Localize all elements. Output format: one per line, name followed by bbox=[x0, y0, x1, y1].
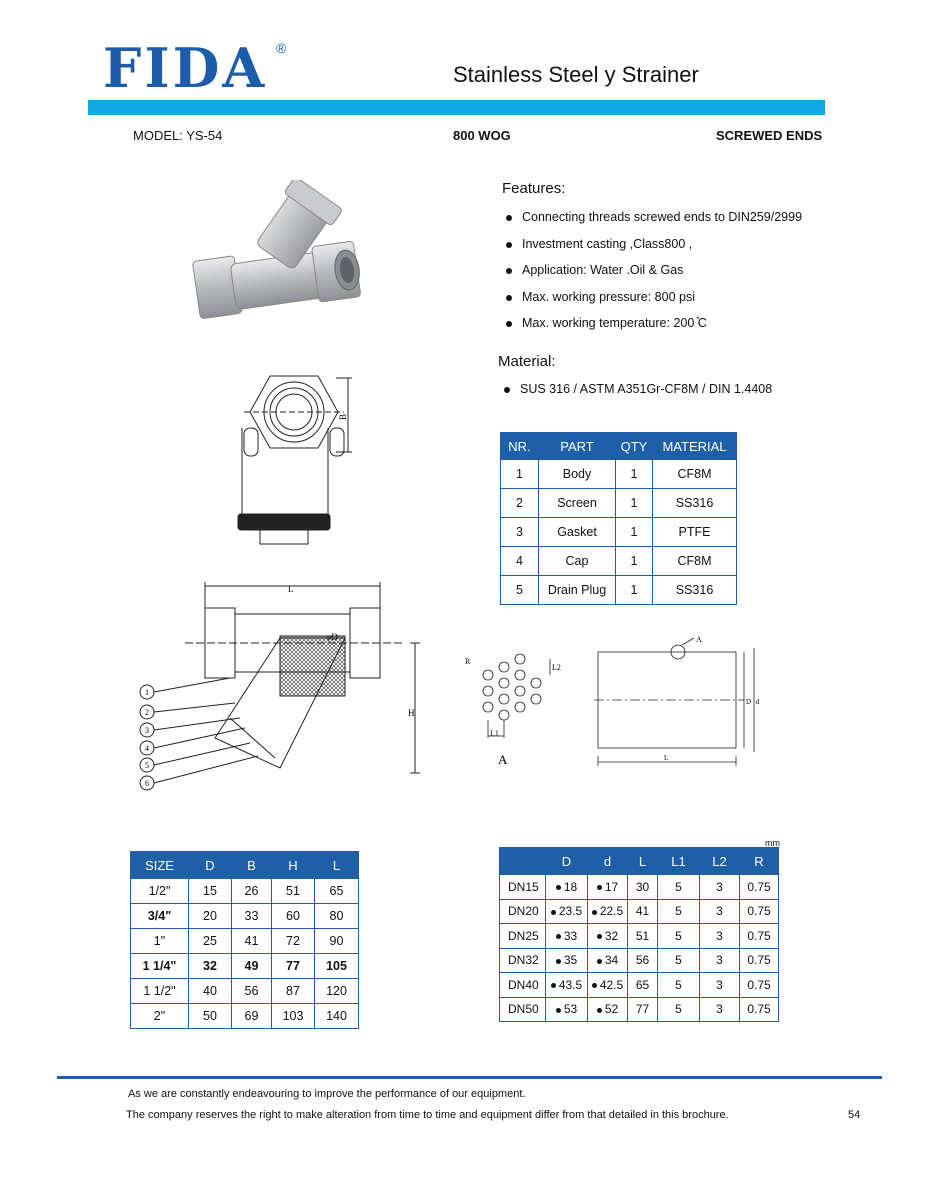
table-cell: 1" bbox=[131, 929, 189, 954]
table-cell: 22.5 bbox=[588, 899, 628, 924]
table-cell: 35 bbox=[546, 948, 588, 973]
table-cell: Drain Plug bbox=[539, 576, 616, 605]
footer-note-line1: As we are constantly endeavouring to improve the performance of our equipment. bbox=[128, 1088, 526, 1100]
table-cell: 17 bbox=[588, 875, 628, 900]
footer-note-line2: The company reserves the right to make alteration from time to time and equipment differ from that detailed in this brochure. bbox=[126, 1109, 729, 1121]
table-cell: DN32 bbox=[500, 948, 546, 973]
table-cell: 3 bbox=[700, 899, 740, 924]
table-cell: 72 bbox=[272, 929, 315, 954]
callout-3: 3 bbox=[145, 726, 149, 735]
table-cell: 3 bbox=[700, 924, 740, 949]
screen-d-small-label: d bbox=[756, 698, 760, 706]
table-cell: 0.75 bbox=[740, 948, 779, 973]
callout-1: 1 bbox=[145, 688, 149, 697]
table-cell: 3 bbox=[700, 875, 740, 900]
material-item: SUS 316 / ASTM A351Gr-CF8M / DIN 1.4408 bbox=[500, 376, 772, 403]
table-cell: 32 bbox=[588, 924, 628, 949]
table-cell: 30 bbox=[628, 875, 658, 900]
table-cell: 77 bbox=[628, 997, 658, 1022]
table-cell: Cap bbox=[539, 547, 616, 576]
table-cell: 4 bbox=[501, 547, 539, 576]
pressure-class-label: 800 WOG bbox=[453, 128, 511, 143]
table-cell: 43.5 bbox=[546, 973, 588, 998]
diameter-dot-icon bbox=[597, 1008, 602, 1013]
table-cell: 69 bbox=[232, 1004, 272, 1029]
table-cell: 40 bbox=[189, 979, 232, 1004]
table-cell: Body bbox=[539, 460, 616, 489]
model-label: MODEL: YS-54 bbox=[133, 128, 223, 143]
diameter-dot-icon bbox=[551, 983, 556, 988]
table-cell: 87 bbox=[272, 979, 315, 1004]
table-row bbox=[131, 929, 359, 954]
col-header-nr: NR. bbox=[501, 433, 539, 460]
table-cell: 56 bbox=[628, 948, 658, 973]
table-row bbox=[131, 904, 359, 929]
dim-l-label: L bbox=[288, 584, 294, 594]
table-cell: 2 bbox=[501, 489, 539, 518]
table-cell: CF8M bbox=[653, 460, 737, 489]
table-cell: 3 bbox=[501, 518, 539, 547]
table-cell: 1 bbox=[616, 460, 653, 489]
table-cell: 105 bbox=[315, 954, 359, 979]
table-cell: 52 bbox=[588, 997, 628, 1022]
col-header-l: L bbox=[628, 848, 658, 875]
table-cell: 65 bbox=[315, 879, 359, 904]
col-header-blank bbox=[500, 848, 546, 875]
page-title: Stainless Steel y Strainer bbox=[453, 62, 699, 87]
col-header-l: L bbox=[315, 852, 359, 879]
table-cell: 77 bbox=[272, 954, 315, 979]
footer-divider bbox=[57, 1076, 882, 1079]
table-cell: 33 bbox=[546, 924, 588, 949]
col-header-b: B bbox=[232, 852, 272, 879]
table-cell: 3 bbox=[700, 997, 740, 1022]
table-cell: 3 bbox=[700, 948, 740, 973]
table-cell: 103 bbox=[272, 1004, 315, 1029]
table-cell: SS316 bbox=[653, 576, 737, 605]
feature-item: Application: Water .Oil & Gas bbox=[502, 257, 832, 284]
registered-mark: ® bbox=[276, 40, 287, 56]
table-cell: 50 bbox=[189, 1004, 232, 1029]
diameter-dot-icon bbox=[556, 1008, 561, 1013]
table-cell: DN50 bbox=[500, 997, 546, 1022]
table-cell: 0.75 bbox=[740, 924, 779, 949]
table-row bbox=[131, 1004, 359, 1029]
table-row bbox=[501, 547, 737, 576]
table-cell: 18 bbox=[546, 875, 588, 900]
table-cell: 20 bbox=[189, 904, 232, 929]
feature-item: Connecting threads screwed ends to DIN259/2999 bbox=[502, 204, 832, 231]
table-cell: 90 bbox=[315, 929, 359, 954]
table-cell: 5 bbox=[658, 899, 700, 924]
table-cell: 65 bbox=[628, 973, 658, 998]
features-heading: Features: bbox=[502, 180, 566, 197]
diameter-dot-icon bbox=[556, 959, 561, 964]
table-cell: 5 bbox=[658, 948, 700, 973]
page-number: 54 bbox=[848, 1109, 861, 1121]
table-cell: 120 bbox=[315, 979, 359, 1004]
table-row bbox=[500, 924, 779, 949]
table-cell: 140 bbox=[315, 1004, 359, 1029]
col-header-qty: QTY bbox=[616, 433, 653, 460]
feature-item: Max. working pressure: 800 psi bbox=[502, 284, 832, 311]
dim-h-label: H bbox=[408, 708, 415, 718]
table-cell: 0.75 bbox=[740, 997, 779, 1022]
table-cell: DN40 bbox=[500, 973, 546, 998]
table-cell: 32 bbox=[189, 954, 232, 979]
l1-label: L1 bbox=[490, 729, 499, 738]
col-header-r: R bbox=[740, 848, 779, 875]
size-table bbox=[130, 851, 359, 1029]
table-cell: 1 bbox=[501, 460, 539, 489]
table-cell: 49 bbox=[232, 954, 272, 979]
table-cell: 53 bbox=[546, 997, 588, 1022]
table-cell: 42.5 bbox=[588, 973, 628, 998]
diameter-dot-icon bbox=[597, 934, 602, 939]
callout-4: 4 bbox=[145, 744, 149, 753]
table-cell: 1 bbox=[616, 576, 653, 605]
col-header-l2: L2 bbox=[700, 848, 740, 875]
table-cell: 41 bbox=[232, 929, 272, 954]
r-label: R bbox=[465, 657, 471, 666]
table-cell: CF8M bbox=[653, 547, 737, 576]
table-cell: 5 bbox=[658, 997, 700, 1022]
col-header-size: SIZE bbox=[131, 852, 189, 879]
screen-d-label: D bbox=[746, 698, 752, 706]
table-cell: 5 bbox=[658, 924, 700, 949]
table-cell: 5 bbox=[658, 973, 700, 998]
table-cell: SS316 bbox=[653, 489, 737, 518]
table-cell: 3 bbox=[700, 973, 740, 998]
feature-item: Max. working temperature: 200 ̊C bbox=[502, 310, 832, 337]
perforation-detail-drawing bbox=[462, 640, 582, 770]
table-cell: 1 bbox=[616, 547, 653, 576]
feature-item: Investment casting ,Class800 , bbox=[502, 231, 832, 258]
table-row bbox=[501, 518, 737, 547]
table-cell: 33 bbox=[232, 904, 272, 929]
diameter-dot-icon bbox=[551, 910, 556, 915]
table-row bbox=[501, 460, 737, 489]
material-heading: Material: bbox=[498, 353, 556, 370]
table-cell: 51 bbox=[628, 924, 658, 949]
table-cell: 1 1/2" bbox=[131, 979, 189, 1004]
table-row bbox=[501, 576, 737, 605]
table-row bbox=[500, 948, 779, 973]
table-cell: 3/4" bbox=[131, 904, 189, 929]
col-header-material: MATERIAL bbox=[653, 433, 737, 460]
l2-label: L2 bbox=[552, 663, 561, 672]
parts-table bbox=[500, 432, 737, 605]
table-cell: 51 bbox=[272, 879, 315, 904]
col-header-part: PART bbox=[539, 433, 616, 460]
features-list bbox=[502, 204, 832, 337]
callout-6: 6 bbox=[145, 779, 149, 788]
table-cell: 0.75 bbox=[740, 899, 779, 924]
table-cell: Gasket bbox=[539, 518, 616, 547]
screen-l-label: L bbox=[664, 754, 669, 762]
header-accent-bar bbox=[88, 100, 825, 115]
table-cell: 1 bbox=[616, 489, 653, 518]
table-row bbox=[500, 875, 779, 900]
table-cell: DN15 bbox=[500, 875, 546, 900]
table-row bbox=[131, 979, 359, 1004]
brand-logo: FIDA bbox=[103, 36, 268, 100]
table-cell: DN20 bbox=[500, 899, 546, 924]
diameter-dot-icon bbox=[592, 983, 597, 988]
cross-section-drawing bbox=[130, 578, 430, 798]
callout-2: 2 bbox=[145, 708, 149, 717]
table-cell: DN25 bbox=[500, 924, 546, 949]
dim-b-label: B bbox=[338, 413, 348, 420]
table-row bbox=[131, 954, 359, 979]
unit-label: mm bbox=[765, 838, 780, 848]
table-cell: 1 bbox=[616, 518, 653, 547]
col-header-d-small: d bbox=[588, 848, 628, 875]
col-header-h: H bbox=[272, 852, 315, 879]
table-row bbox=[500, 899, 779, 924]
screen-dimensions-table bbox=[499, 847, 779, 1022]
top-view-drawing bbox=[230, 368, 360, 558]
table-cell: 80 bbox=[315, 904, 359, 929]
table-cell: 5 bbox=[658, 875, 700, 900]
col-header-l1: L1 bbox=[658, 848, 700, 875]
table-cell: 60 bbox=[272, 904, 315, 929]
table-cell: 0.75 bbox=[740, 973, 779, 998]
diameter-dot-icon bbox=[556, 934, 561, 939]
table-cell: 34 bbox=[588, 948, 628, 973]
product-photo bbox=[185, 180, 365, 340]
table-cell: 25 bbox=[189, 929, 232, 954]
table-cell: 15 bbox=[189, 879, 232, 904]
table-cell: 0.75 bbox=[740, 875, 779, 900]
ends-label: SCREWED ENDS bbox=[716, 128, 823, 143]
col-header-d: D bbox=[189, 852, 232, 879]
table-row bbox=[500, 973, 779, 998]
table-cell: 23.5 bbox=[546, 899, 588, 924]
detail-a-label: A bbox=[498, 752, 508, 767]
table-cell: 1/2" bbox=[131, 879, 189, 904]
diameter-dot-icon bbox=[597, 959, 602, 964]
diameter-dot-icon bbox=[592, 910, 597, 915]
screen-drawing bbox=[594, 630, 774, 770]
table-row bbox=[131, 879, 359, 904]
dim-phid-label: φD bbox=[326, 632, 338, 642]
table-cell: 26 bbox=[232, 879, 272, 904]
table-row bbox=[501, 489, 737, 518]
table-cell: 56 bbox=[232, 979, 272, 1004]
table-cell: 2" bbox=[131, 1004, 189, 1029]
material-list bbox=[500, 376, 772, 403]
table-cell: Screen bbox=[539, 489, 616, 518]
table-cell: PTFE bbox=[653, 518, 737, 547]
table-row bbox=[500, 997, 779, 1022]
table-cell: 1 1/4" bbox=[131, 954, 189, 979]
callout-5: 5 bbox=[145, 761, 149, 770]
diameter-dot-icon bbox=[597, 885, 602, 890]
col-header-d: D bbox=[546, 848, 588, 875]
table-cell: 41 bbox=[628, 899, 658, 924]
a-marker-label: A bbox=[696, 635, 702, 644]
table-cell: 5 bbox=[501, 576, 539, 605]
diameter-dot-icon bbox=[556, 885, 561, 890]
